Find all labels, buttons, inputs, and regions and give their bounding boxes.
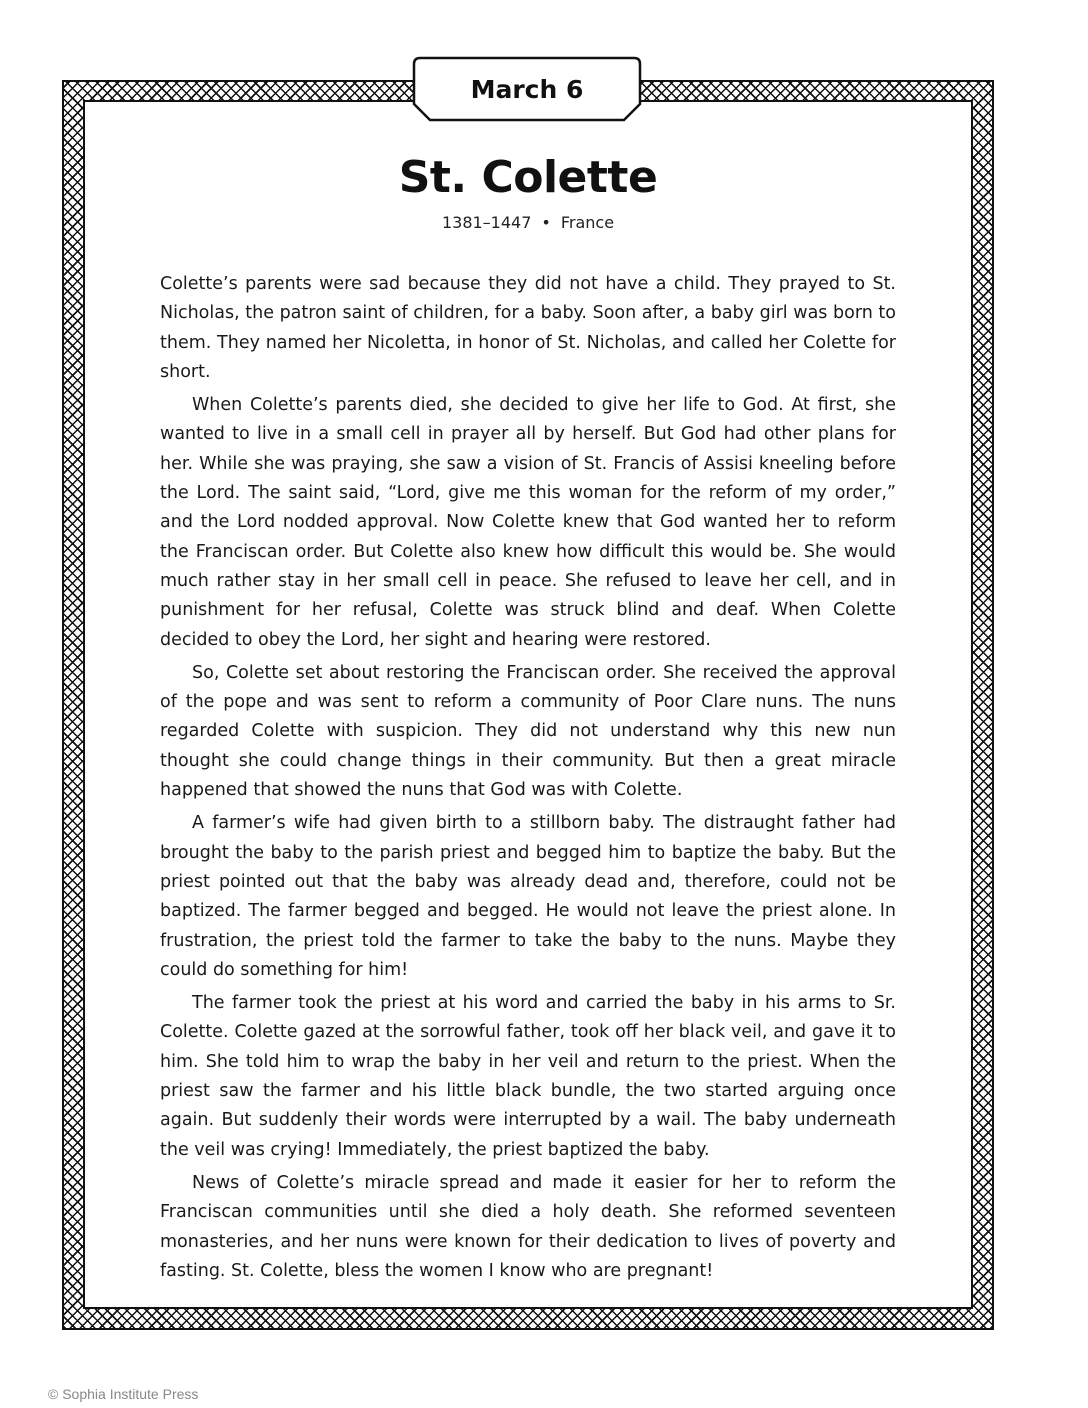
story-paragraph: News of Colette’s miracle spread and made it easier for her to reform the Franciscan communities until she died a holy death. She reformed seventeen monasteries, and her nuns were known for their dedication to lives of poverty and fasting. St. Colette, bless the women I know who are pregnant! bbox=[160, 1172, 896, 1281]
story-paragraph: When Colette’s parents died, she decided to give her life to God. At first, she wanted to live in a small cell in prayer all by herself. But God had other plans for her. While she was praying, she saw a vision of St. Francis of Assisi kneeling before the Lord. The saint said, “Lord, give me this woman for the reform of my order,” and the Lord nodded approval. Now Colette knew that God wanted her to reform the Franciscan order. But Colette also knew how difficult this would be. She would much rather stay in her small cell in peace. She refused to leave her cell, and in punishment for her refusal, Colette was struck blind and deaf. When Colette decided to obey the Lord, her sight and hearing were restored. bbox=[160, 395, 896, 650]
date-tab: March 6 bbox=[470, 74, 584, 104]
story-paragraph: A farmer’s wife had given birth to a stillborn baby. The distraught father had brought the baby to the parish priest and begged him to baptize the baby. But the priest pointed out that the baby was already dead and, therefore, could not be baptized. The farmer begged and begged. He would not leave the priest alone. In frustration, the priest told the farmer to take the baby to the nuns. Maybe they could do something for him! bbox=[160, 813, 896, 980]
story-paragraph: The farmer took the priest at his word and carried the baby in his arms to Sr. Colette. Colette gazed at the sorrowful father, took off her black veil, and gave it to him. She told him to wrap the baby in her veil and return to the priest. When the priest saw the farmer and his little black bundle, the two started arguing once again. But suddenly their words were interrupted by a wail. The baby underneath the veil was crying! Immediately, the priest baptized the baby. bbox=[160, 993, 896, 1160]
page-title: St. Colette bbox=[398, 152, 658, 203]
meta-separator: • bbox=[541, 213, 551, 232]
story-body bbox=[160, 270, 896, 1290]
story-paragraph: So, Colette set about restoring the Franciscan order. She received the approval of the pope and was sent to reform a community of Poor Clare nuns. The nuns regarded Colette with suspicion. They did not understand why this new nun thought she could change things in their community. But then a great miracle happened that showed the nuns that God was with Colette. bbox=[160, 662, 896, 801]
saint-country: France bbox=[560, 213, 615, 232]
saint-meta bbox=[100, 213, 956, 232]
story-paragraph: Colette’s parents were sad because they did not have a child. They prayed to St. Nicholas, the patron saint of children, for a baby. Soon after, a baby girl was born to them. They named her Nicoletta, in honor of St. Nicholas, and called her Colette for short. bbox=[160, 274, 896, 382]
saint-years: 1381–1447 bbox=[441, 213, 532, 232]
copyright-footer: © Sophia Institute Press bbox=[48, 1386, 199, 1402]
